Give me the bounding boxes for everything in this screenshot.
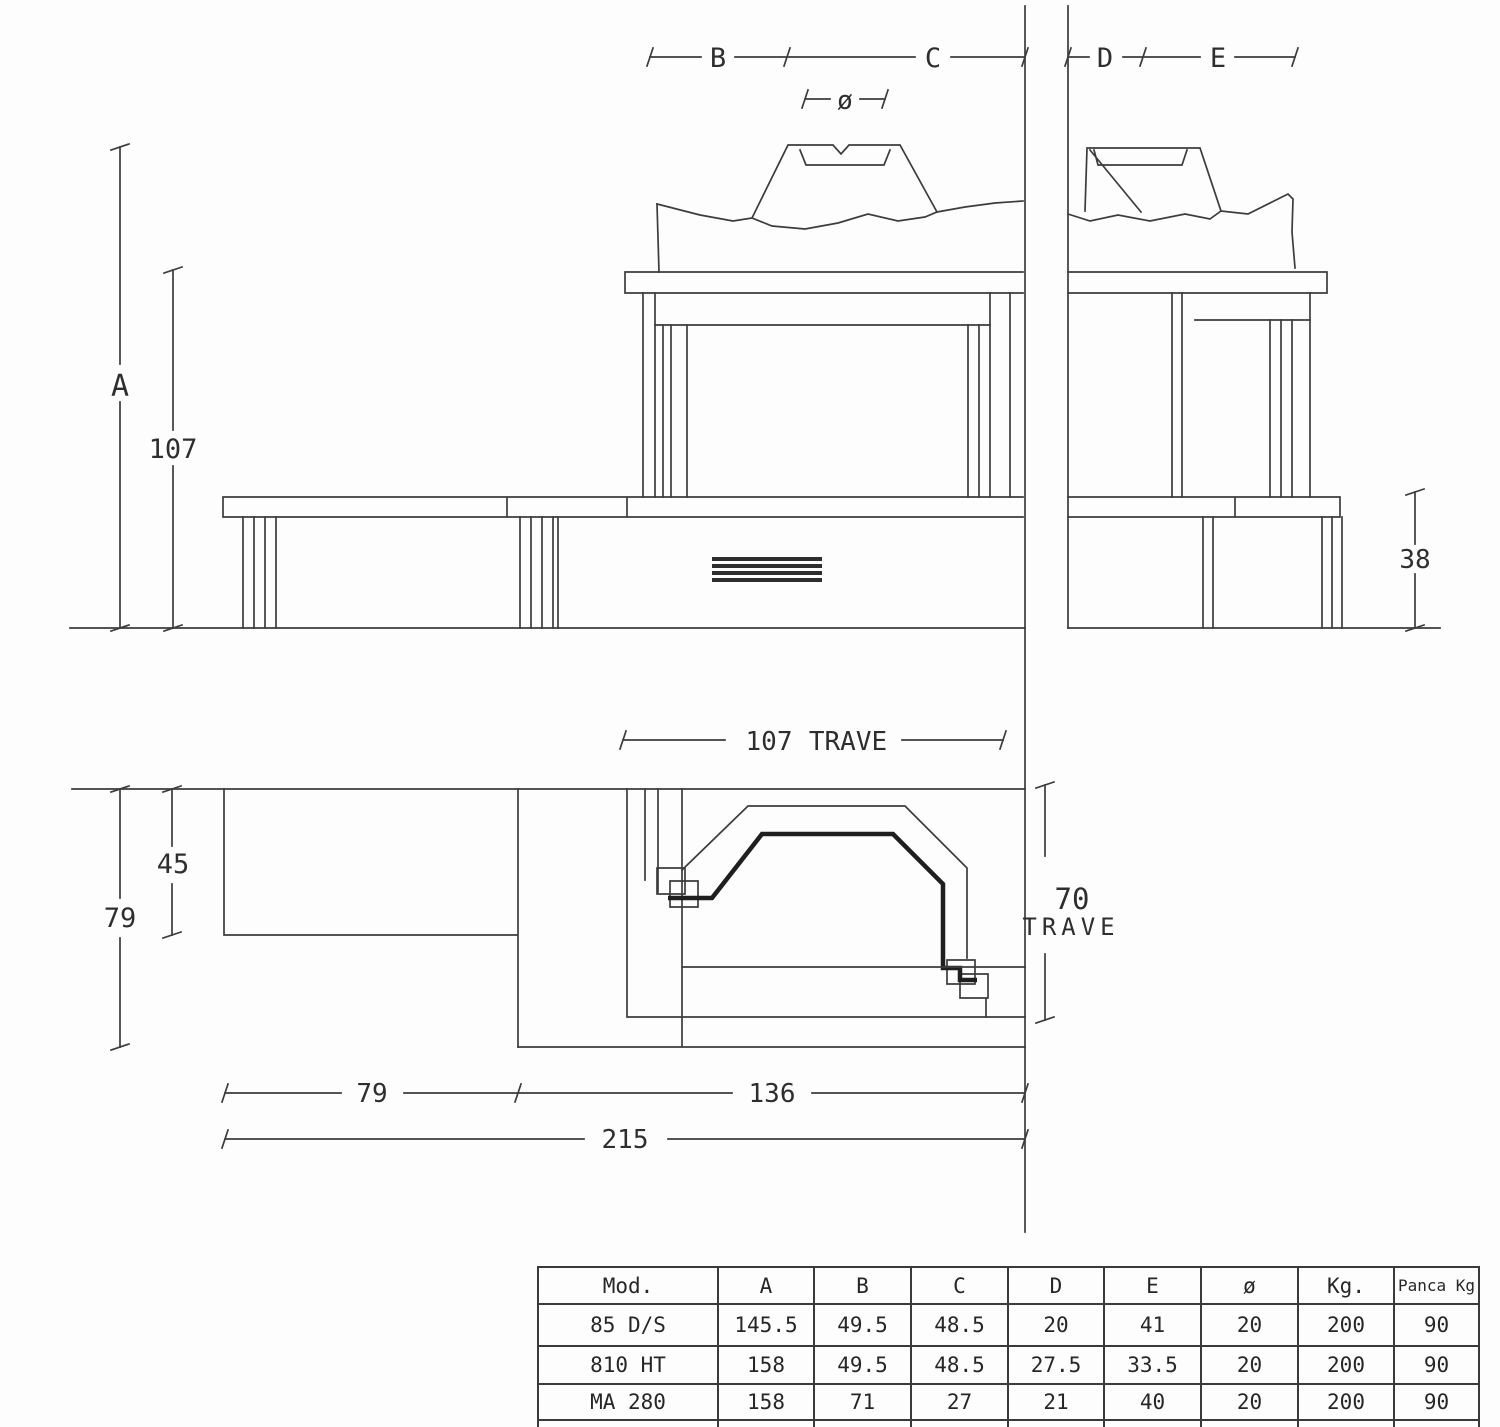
cell-model: MA 280 bbox=[538, 1384, 718, 1420]
cell-value: 33.5 bbox=[1104, 1346, 1201, 1384]
table-row bbox=[538, 1384, 1479, 1420]
cell-value: 90 bbox=[1394, 1346, 1479, 1384]
dimension-lines bbox=[111, 48, 1424, 1148]
model-dimensions-table bbox=[537, 1266, 1480, 1427]
cell-value: 48.5 bbox=[911, 1304, 1008, 1346]
front-elevation bbox=[70, 145, 1025, 628]
dim-label-70-trave-num: 70 bbox=[1054, 882, 1090, 916]
table-row-clipped bbox=[538, 1420, 1479, 1427]
cell-value: 71 bbox=[814, 1384, 911, 1420]
dim-label-79-side: 79 bbox=[103, 903, 137, 934]
cell-value: 20 bbox=[1201, 1384, 1298, 1420]
plan-view bbox=[72, 789, 1025, 1047]
dim-label-diameter: ø bbox=[837, 86, 853, 116]
vent-grille-icon bbox=[712, 559, 822, 580]
spec-table bbox=[537, 1266, 1478, 1427]
header-b: B bbox=[814, 1267, 911, 1304]
dim-label-79-bottom: 79 bbox=[356, 1079, 388, 1109]
dim-label-136: 136 bbox=[748, 1079, 796, 1109]
dim-label-107-trave-num: 107 bbox=[745, 727, 793, 757]
dim-label-a: A bbox=[110, 369, 130, 404]
dim-label-e: E bbox=[1209, 43, 1227, 74]
cell-value: 20 bbox=[1201, 1346, 1298, 1384]
cell-value: 158 bbox=[718, 1346, 814, 1384]
cell-value: 200 bbox=[1298, 1346, 1394, 1384]
cell-value: 20 bbox=[1201, 1304, 1298, 1346]
cell-value: 200 bbox=[1298, 1304, 1394, 1346]
header-diameter: ø bbox=[1201, 1267, 1298, 1304]
cell-value: 48.5 bbox=[911, 1346, 1008, 1384]
dim-label-d: D bbox=[1096, 43, 1114, 74]
dim-label-70-trave-word: TRAVE bbox=[1022, 913, 1120, 941]
header-e: E bbox=[1104, 1267, 1201, 1304]
dim-label-45: 45 bbox=[156, 849, 190, 880]
cell-value: 200 bbox=[1298, 1384, 1394, 1420]
header-d: D bbox=[1008, 1267, 1104, 1304]
header-a: A bbox=[718, 1267, 814, 1304]
side-elevation bbox=[1068, 148, 1440, 628]
dim-label-107: 107 bbox=[148, 434, 198, 465]
cell-value: 49.5 bbox=[814, 1304, 911, 1346]
dim-label-c: C bbox=[924, 43, 942, 74]
header-kg: Kg. bbox=[1298, 1267, 1394, 1304]
header-mod: Mod. bbox=[538, 1267, 718, 1304]
dimension-labels bbox=[104, 43, 1431, 1155]
section-divider-lines bbox=[1025, 6, 1068, 1232]
dim-label-107-trave-word: TRAVE bbox=[808, 727, 888, 757]
table-header-row bbox=[538, 1267, 1479, 1304]
cell-value: 27 bbox=[911, 1384, 1008, 1420]
table-row bbox=[538, 1346, 1479, 1384]
table-row bbox=[538, 1304, 1479, 1346]
dim-label-38: 38 bbox=[1399, 545, 1431, 575]
cell-value: 90 bbox=[1394, 1384, 1479, 1420]
cell-model: 85 D/S bbox=[538, 1304, 718, 1346]
dim-label-215: 215 bbox=[601, 1125, 649, 1155]
cell-value: 21 bbox=[1008, 1384, 1104, 1420]
cell-value: 145.5 bbox=[718, 1304, 814, 1346]
cell-value: 49.5 bbox=[814, 1346, 911, 1384]
header-panca-kg: Panca Kg bbox=[1394, 1267, 1479, 1304]
cell-value: 40 bbox=[1104, 1384, 1201, 1420]
cell-model: 810 HT bbox=[538, 1346, 718, 1384]
cell-value: 158 bbox=[718, 1384, 814, 1420]
cell-value: 20 bbox=[1008, 1304, 1104, 1346]
dim-label-b: B bbox=[709, 43, 727, 74]
header-c: C bbox=[911, 1267, 1008, 1304]
cell-value: 27.5 bbox=[1008, 1346, 1104, 1384]
cell-value: 41 bbox=[1104, 1304, 1201, 1346]
cell-value: 90 bbox=[1394, 1304, 1479, 1346]
